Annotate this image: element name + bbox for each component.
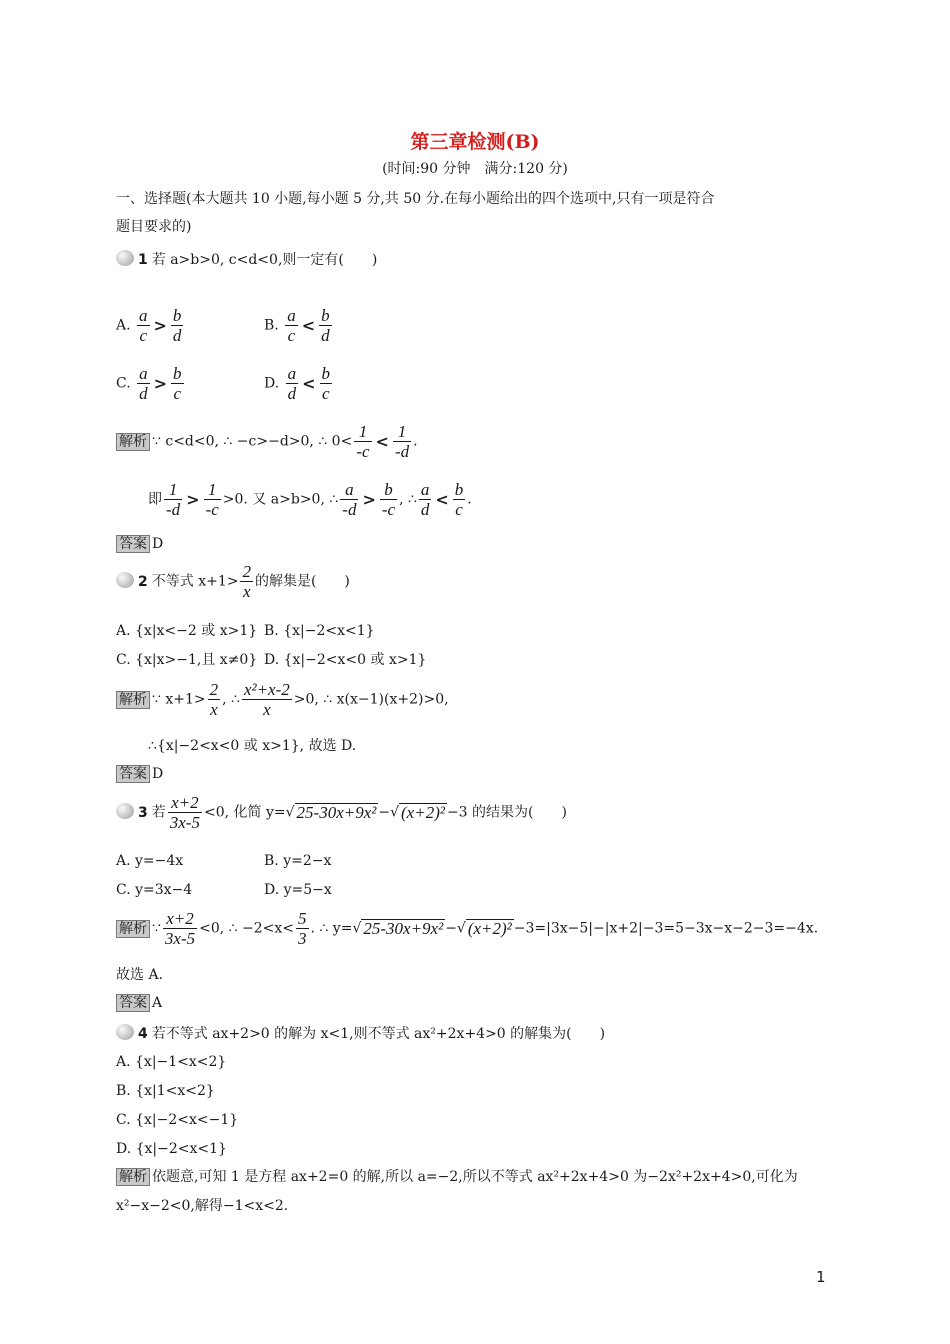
answer-tag: 答案 — [116, 994, 150, 1012]
question-4-analysis-line2: x²−x−2<0,解得−1<x<2. — [116, 1198, 289, 1214]
fraction: $\frac{b}{c}$ — [454, 480, 464, 519]
fraction: $\frac{a}{-d}$ — [342, 480, 357, 519]
section-header-line2: 题目要求的) — [116, 219, 192, 235]
fraction: $\frac{2}{x}$ — [242, 562, 251, 601]
fraction: $\frac{b}{d}$ — [172, 306, 182, 345]
question-2-option-c: C. {x|x>−1,且 x≠0} — [116, 652, 258, 668]
question-4-option-a: A. {x|−1<x<2} — [116, 1054, 227, 1070]
question-2-analysis-line2: ∴{x|−2<x<0 或 x>1}, 故选 D. — [148, 738, 357, 754]
option-letter: C. — [116, 375, 131, 392]
question-2-answer — [116, 765, 163, 783]
fraction: $\frac{a}{d}$ — [287, 364, 297, 403]
question-2-option-b: B. {x|−2<x<1} — [264, 623, 375, 639]
fraction: $\frac{a}{d}$ — [139, 364, 148, 403]
analysis-tag: 解析 — [116, 1168, 150, 1186]
question-2-option-d: D. {x|−2<x<0 或 x>1} — [264, 652, 427, 668]
fraction: $\frac{1}{-d}$ — [166, 480, 181, 519]
question-marker-icon — [116, 803, 134, 819]
question-marker-icon — [116, 1024, 134, 1040]
question-1-option-a: A. $\frac{a}{c}$ > $\frac{b}{d}$ — [116, 306, 182, 345]
question-3-option-b: B. y=2−x — [264, 853, 332, 869]
question-1-option-c: C. $\frac{a}{d}$ > $\frac{b}{c}$ — [116, 364, 182, 403]
question-number: 3 — [138, 804, 148, 821]
option-letter: A. — [116, 317, 131, 334]
answer-value: D — [152, 536, 164, 552]
question-4-option-d: D. {x|−2<x<1} — [116, 1141, 227, 1157]
fraction: $\frac{5}{3}$ — [298, 909, 307, 948]
fraction: $\frac{b}{-c}$ — [381, 480, 396, 519]
question-3-option-a: A. y=−4x — [116, 853, 184, 869]
fraction: $\frac{2}{x}$ — [209, 680, 219, 719]
fraction: $\frac{b}{c}$ — [173, 364, 182, 403]
fraction: $\frac{b}{c}$ — [321, 364, 331, 403]
answer-value: A — [152, 995, 163, 1011]
question-1-analysis-line1: 解析 ∵ c<d<0, ∴ −c>−d>0, ∴ 0< $\frac{1}{-c}$ < $\frac{1}{-d}$ . — [116, 422, 418, 461]
question-3-stem: 3 若 $\frac{x+2}{3x-5}$ <0, 化简 y=√ 25-30x+9x² −√ (x+2)² −3 的结果为( ) — [116, 793, 567, 832]
question-1-option-b: B. $\frac{a}{c}$ < $\frac{b}{d}$ — [264, 306, 330, 345]
fraction: $\frac{a}{d}$ — [420, 480, 430, 519]
question-4-analysis-line1: 解析 依题意,可知 1 是方程 ax+2=0 的解,所以 a=−2,所以不等式 ax²+2x+4>0 为−2x²+2x+4>0,可化为 — [116, 1168, 798, 1186]
fraction: $\frac{x+2}{3x-5}$ — [169, 793, 200, 832]
question-number: 4 — [138, 1026, 148, 1042]
question-2-stem: 2 不等式 x+1> $\frac{2}{x}$ 的解集是( ) — [116, 562, 350, 601]
answer-tag: 答案 — [116, 535, 150, 553]
option-letter: B. — [264, 317, 279, 334]
analysis-tag: 解析 — [116, 691, 150, 709]
page-number: 1 — [816, 1268, 826, 1286]
question-marker-icon — [116, 572, 134, 588]
answer-tag: 答案 — [116, 765, 150, 783]
question-4-option-c: C. {x|−2<x<−1} — [116, 1112, 239, 1128]
page-subtitle: (时间:90 分钟 满分:120 分) — [382, 161, 568, 177]
fraction: $\frac{1}{-c}$ — [356, 422, 370, 461]
question-marker-icon — [116, 250, 134, 266]
question-text: 若 a>b>0, c<d<0,则一定有( ) — [151, 252, 378, 268]
fraction: $\frac{b}{d}$ — [321, 306, 330, 345]
fraction: $\frac{1}{-d}$ — [394, 422, 410, 461]
fraction: $\frac{x+2}{3x-5}$ — [164, 909, 196, 948]
radical: 25-30x+9x² — [296, 803, 377, 822]
question-2-option-a: A. {x|x<−2 或 x>1} — [116, 623, 258, 639]
radical: 25-30x+9x² — [363, 919, 444, 938]
question-3-answer — [116, 994, 162, 1012]
fraction: $\frac{a}{c}$ — [139, 306, 148, 345]
radical: (x+2)² — [467, 919, 512, 938]
answer-value: D — [152, 766, 164, 782]
question-number: 2 — [138, 573, 148, 590]
page-title: 第三章检测(B) — [410, 131, 540, 153]
question-3-option-d: D. y=5−x — [264, 882, 332, 898]
question-1-option-d: D. $\frac{a}{d}$ < $\frac{b}{c}$ — [264, 364, 331, 403]
section-header-line1: 一、选择题(本大题共 10 小题,每小题 5 分,共 50 分.在每小题给出的四个选项中,只有一项是符合 — [116, 191, 715, 207]
fraction: $\frac{a}{c}$ — [287, 306, 296, 345]
question-3-analysis-line2: 故选 A. — [116, 967, 164, 983]
question-1-stem — [116, 250, 377, 269]
question-1-answer — [116, 535, 163, 553]
fraction: $\frac{1}{-c}$ — [205, 480, 219, 519]
question-4-option-b: B. {x|1<x<2} — [116, 1083, 215, 1099]
analysis-tag: 解析 — [116, 433, 150, 451]
radical: (x+2)² — [401, 803, 445, 822]
question-2-analysis-line1: 解析 ∵ x+1> $\frac{2}{x}$ , ∴ $\frac{\text{x²+x-2}}{x}$ >0, ∴ x(x−1)(x+2)>0, — [116, 680, 449, 719]
question-4-stem: 4 若不等式 ax+2>0 的解为 x<1,则不等式 ax²+2x+4>0 的解集为( ) — [116, 1024, 605, 1043]
option-letter: D. — [264, 375, 280, 392]
question-number: 1 — [138, 252, 148, 268]
question-1-analysis-line2: 即 $\frac{1}{-d}$ > $\frac{1}{-c}$ >0. 又 a>b>0, ∴ $\frac{a}{-d}$ > $\frac{b}{-c}$ , ∴ $\frac{a}{d}$ < $\frac{b}{c}$ . — [148, 480, 472, 519]
question-3-analysis-line1: 解析 ∵ $\frac{x+2}{3x-5}$ <0, ∴ −2<x< $\frac{5}{3}$ . ∴ y=√ 25-30x+9x² −√ (x+2)² −3=|3x−5|−|x+2|−3=5−3x−x−2−3=−4x. — [116, 909, 818, 948]
analysis-tag: 解析 — [116, 920, 150, 938]
fraction: $\frac{\text{x²+x-2}}{x}$ — [243, 680, 290, 719]
question-3-option-c: C. y=3x−4 — [116, 882, 193, 898]
